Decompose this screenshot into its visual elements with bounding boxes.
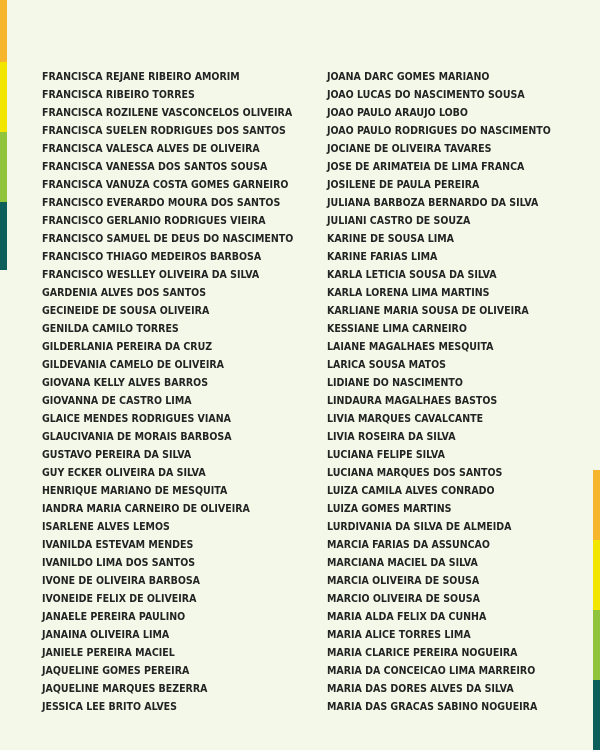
name-entry: MARIA CLARICE PEREIRA NOGUEIRA — [327, 646, 518, 659]
name-entry: KARLA LETICIA SOUSA DA SILVA — [327, 268, 497, 281]
name-entry: JANAELE PEREIRA PAULINO — [42, 610, 186, 623]
name-entry: GUSTAVO PEREIRA DA SILVA — [42, 448, 192, 461]
stripe-segment-orange — [0, 0, 7, 62]
name-entry: FRANCISCA VANUZA COSTA GOMES GARNEIRO — [42, 178, 289, 191]
name-entry: LINDAURA MAGALHAES BASTOS — [327, 394, 498, 407]
name-entry: LAIANE MAGALHAES MESQUITA — [327, 340, 494, 353]
name-entry: JAQUELINE GOMES PEREIRA — [42, 664, 190, 677]
name-entry: FRANCISCO WESLLEY OLIVEIRA DA SILVA — [42, 268, 260, 281]
name-entry: KESSIANE LIMA CARNEIRO — [327, 322, 467, 335]
name-entry: JANAINA OLIVEIRA LIMA — [42, 628, 170, 641]
name-entry: JAQUELINE MARQUES BEZERRA — [42, 682, 208, 695]
name-entry: GARDENIA ALVES DOS SANTOS — [42, 286, 207, 299]
stripe-segment-orange — [593, 470, 600, 540]
name-entry: JOANA DARC GOMES MARIANO — [327, 70, 490, 83]
name-entry: MARIA ALICE TORRES LIMA — [327, 628, 471, 641]
name-entry: FRANCISCO THIAGO MEDEIROS BARBOSA — [42, 250, 262, 263]
name-entry: IVONEIDE FELIX DE OLIVEIRA — [42, 592, 197, 605]
name-entry: LUCIANA FELIPE SILVA — [327, 448, 445, 461]
name-entry: KARLA LORENA LIMA MARTINS — [327, 286, 490, 299]
name-entry: IANDRA MARIA CARNEIRO DE OLIVEIRA — [42, 502, 250, 515]
name-entry: JOAO PAULO RODRIGUES DO NASCIMENTO — [327, 124, 551, 137]
name-entry: HENRIQUE MARIANO DE MESQUITA — [42, 484, 228, 497]
name-entry: LIDIANE DO NASCIMENTO — [327, 376, 463, 389]
stripe-segment-teal — [593, 680, 600, 750]
name-entry: JESSICA LEE BRITO ALVES — [42, 700, 177, 713]
names-list-left — [42, 68, 334, 716]
name-entry: FRANCISCO GERLANIO RODRIGUES VIEIRA — [42, 214, 266, 227]
name-entry: FRANCISCA REJANE RIBEIRO AMORIM — [42, 70, 240, 83]
name-entry: JOAO LUCAS DO NASCIMENTO SOUSA — [327, 88, 525, 101]
name-entry: KARINE FARIAS LIMA — [327, 250, 438, 263]
name-entry: JOAO PAULO ARAUJO LOBO — [327, 106, 468, 119]
name-entry: JOSE DE ARIMATEIA DE LIMA FRANCA — [327, 160, 525, 173]
name-entry: MARCIA FARIAS DA ASSUNCAO — [327, 538, 490, 551]
name-entry: JOSILENE DE PAULA PEREIRA — [327, 178, 480, 191]
name-entry: KARLIANE MARIA SOUSA DE OLIVEIRA — [327, 304, 529, 317]
name-entry: MARCIA OLIVEIRA DE SOUSA — [327, 574, 480, 587]
name-entry: FRANCISCA VALESCA ALVES DE OLIVEIRA — [42, 142, 260, 155]
name-entry: FRANCISCA RIBEIRO TORRES — [42, 88, 195, 101]
name-entry: LIVIA MARQUES CAVALCANTE — [327, 412, 484, 425]
name-entry: KARINE DE SOUSA LIMA — [327, 232, 454, 245]
name-entry: FRANCISCO SAMUEL DE DEUS DO NASCIMENTO — [42, 232, 294, 245]
name-entry: GECINEIDE DE SOUSA OLIVEIRA — [42, 304, 210, 317]
stripe-segment-teal — [0, 202, 7, 270]
name-entry: JULIANI CASTRO DE SOUZA — [327, 214, 471, 227]
name-entry: IVANILDO LIMA DOS SANTOS — [42, 556, 196, 569]
name-entry: MARIA DAS GRACAS SABINO NOGUEIRA — [327, 700, 538, 713]
name-entry: GUY ECKER OLIVEIRA DA SILVA — [42, 466, 206, 479]
name-entry: MARIA DA CONCEICAO LIMA MARREIRO — [327, 664, 536, 677]
name-entry: GILDERLANIA PEREIRA DA CRUZ — [42, 340, 213, 353]
name-entry: FRANCISCA SUELEN RODRIGUES DOS SANTOS — [42, 124, 286, 137]
name-entry: MARIA ALDA FELIX DA CUNHA — [327, 610, 487, 623]
name-entry: MARIA DAS DORES ALVES DA SILVA — [327, 682, 514, 695]
name-entry: GLAICE MENDES RODRIGUES VIANA — [42, 412, 231, 425]
name-entry: MARCIANA MACIEL DA SILVA — [327, 556, 478, 569]
name-entry: IVONE DE OLIVEIRA BARBOSA — [42, 574, 200, 587]
name-entry: MARCIO OLIVEIRA DE SOUSA — [327, 592, 480, 605]
name-entry: LUCIANA MARQUES DOS SANTOS — [327, 466, 503, 479]
stripe-segment-yellow — [593, 540, 600, 610]
name-entry: FRANCISCA VANESSA DOS SANTOS SOUSA — [42, 160, 268, 173]
name-entry: GIOVANNA DE CASTRO LIMA — [42, 394, 192, 407]
stripe-segment-yellow — [0, 62, 7, 132]
name-entry: JULIANA BARBOZA BERNARDO DA SILVA — [327, 196, 539, 209]
name-entry: FRANCISCO EVERARDO MOURA DOS SANTOS — [42, 196, 281, 209]
name-entry: JOCIANE DE OLIVEIRA TAVARES — [327, 142, 492, 155]
name-entry: GIOVANA KELLY ALVES BARROS — [42, 376, 209, 389]
name-entry: FRANCISCA ROZILENE VASCONCELOS OLIVEIRA — [42, 106, 293, 119]
name-entry: JANIELE PEREIRA MACIEL — [42, 646, 175, 659]
name-entry: GILDEVANIA CAMELO DE OLIVEIRA — [42, 358, 224, 371]
name-entry: LIVIA ROSEIRA DA SILVA — [327, 430, 456, 443]
name-entry: LUIZA CAMILA ALVES CONRADO — [327, 484, 495, 497]
name-entry: IVANILDA ESTEVAM MENDES — [42, 538, 194, 551]
name-entry: LURDIVANIA DA SILVA DE ALMEIDA — [327, 520, 512, 533]
name-entry: ISARLENE ALVES LEMOS — [42, 520, 170, 533]
name-entry: GLAUCIVANIA DE MORAIS BARBOSA — [42, 430, 232, 443]
name-entry: GENILDA CAMILO TORRES — [42, 322, 179, 335]
stripe-segment-lightgreen — [0, 132, 7, 202]
name-entry: LARICA SOUSA MATOS — [327, 358, 446, 371]
names-list-right — [327, 68, 587, 716]
name-entry: LUIZA GOMES MARTINS — [327, 502, 452, 515]
stripe-segment-lightgreen — [593, 610, 600, 680]
